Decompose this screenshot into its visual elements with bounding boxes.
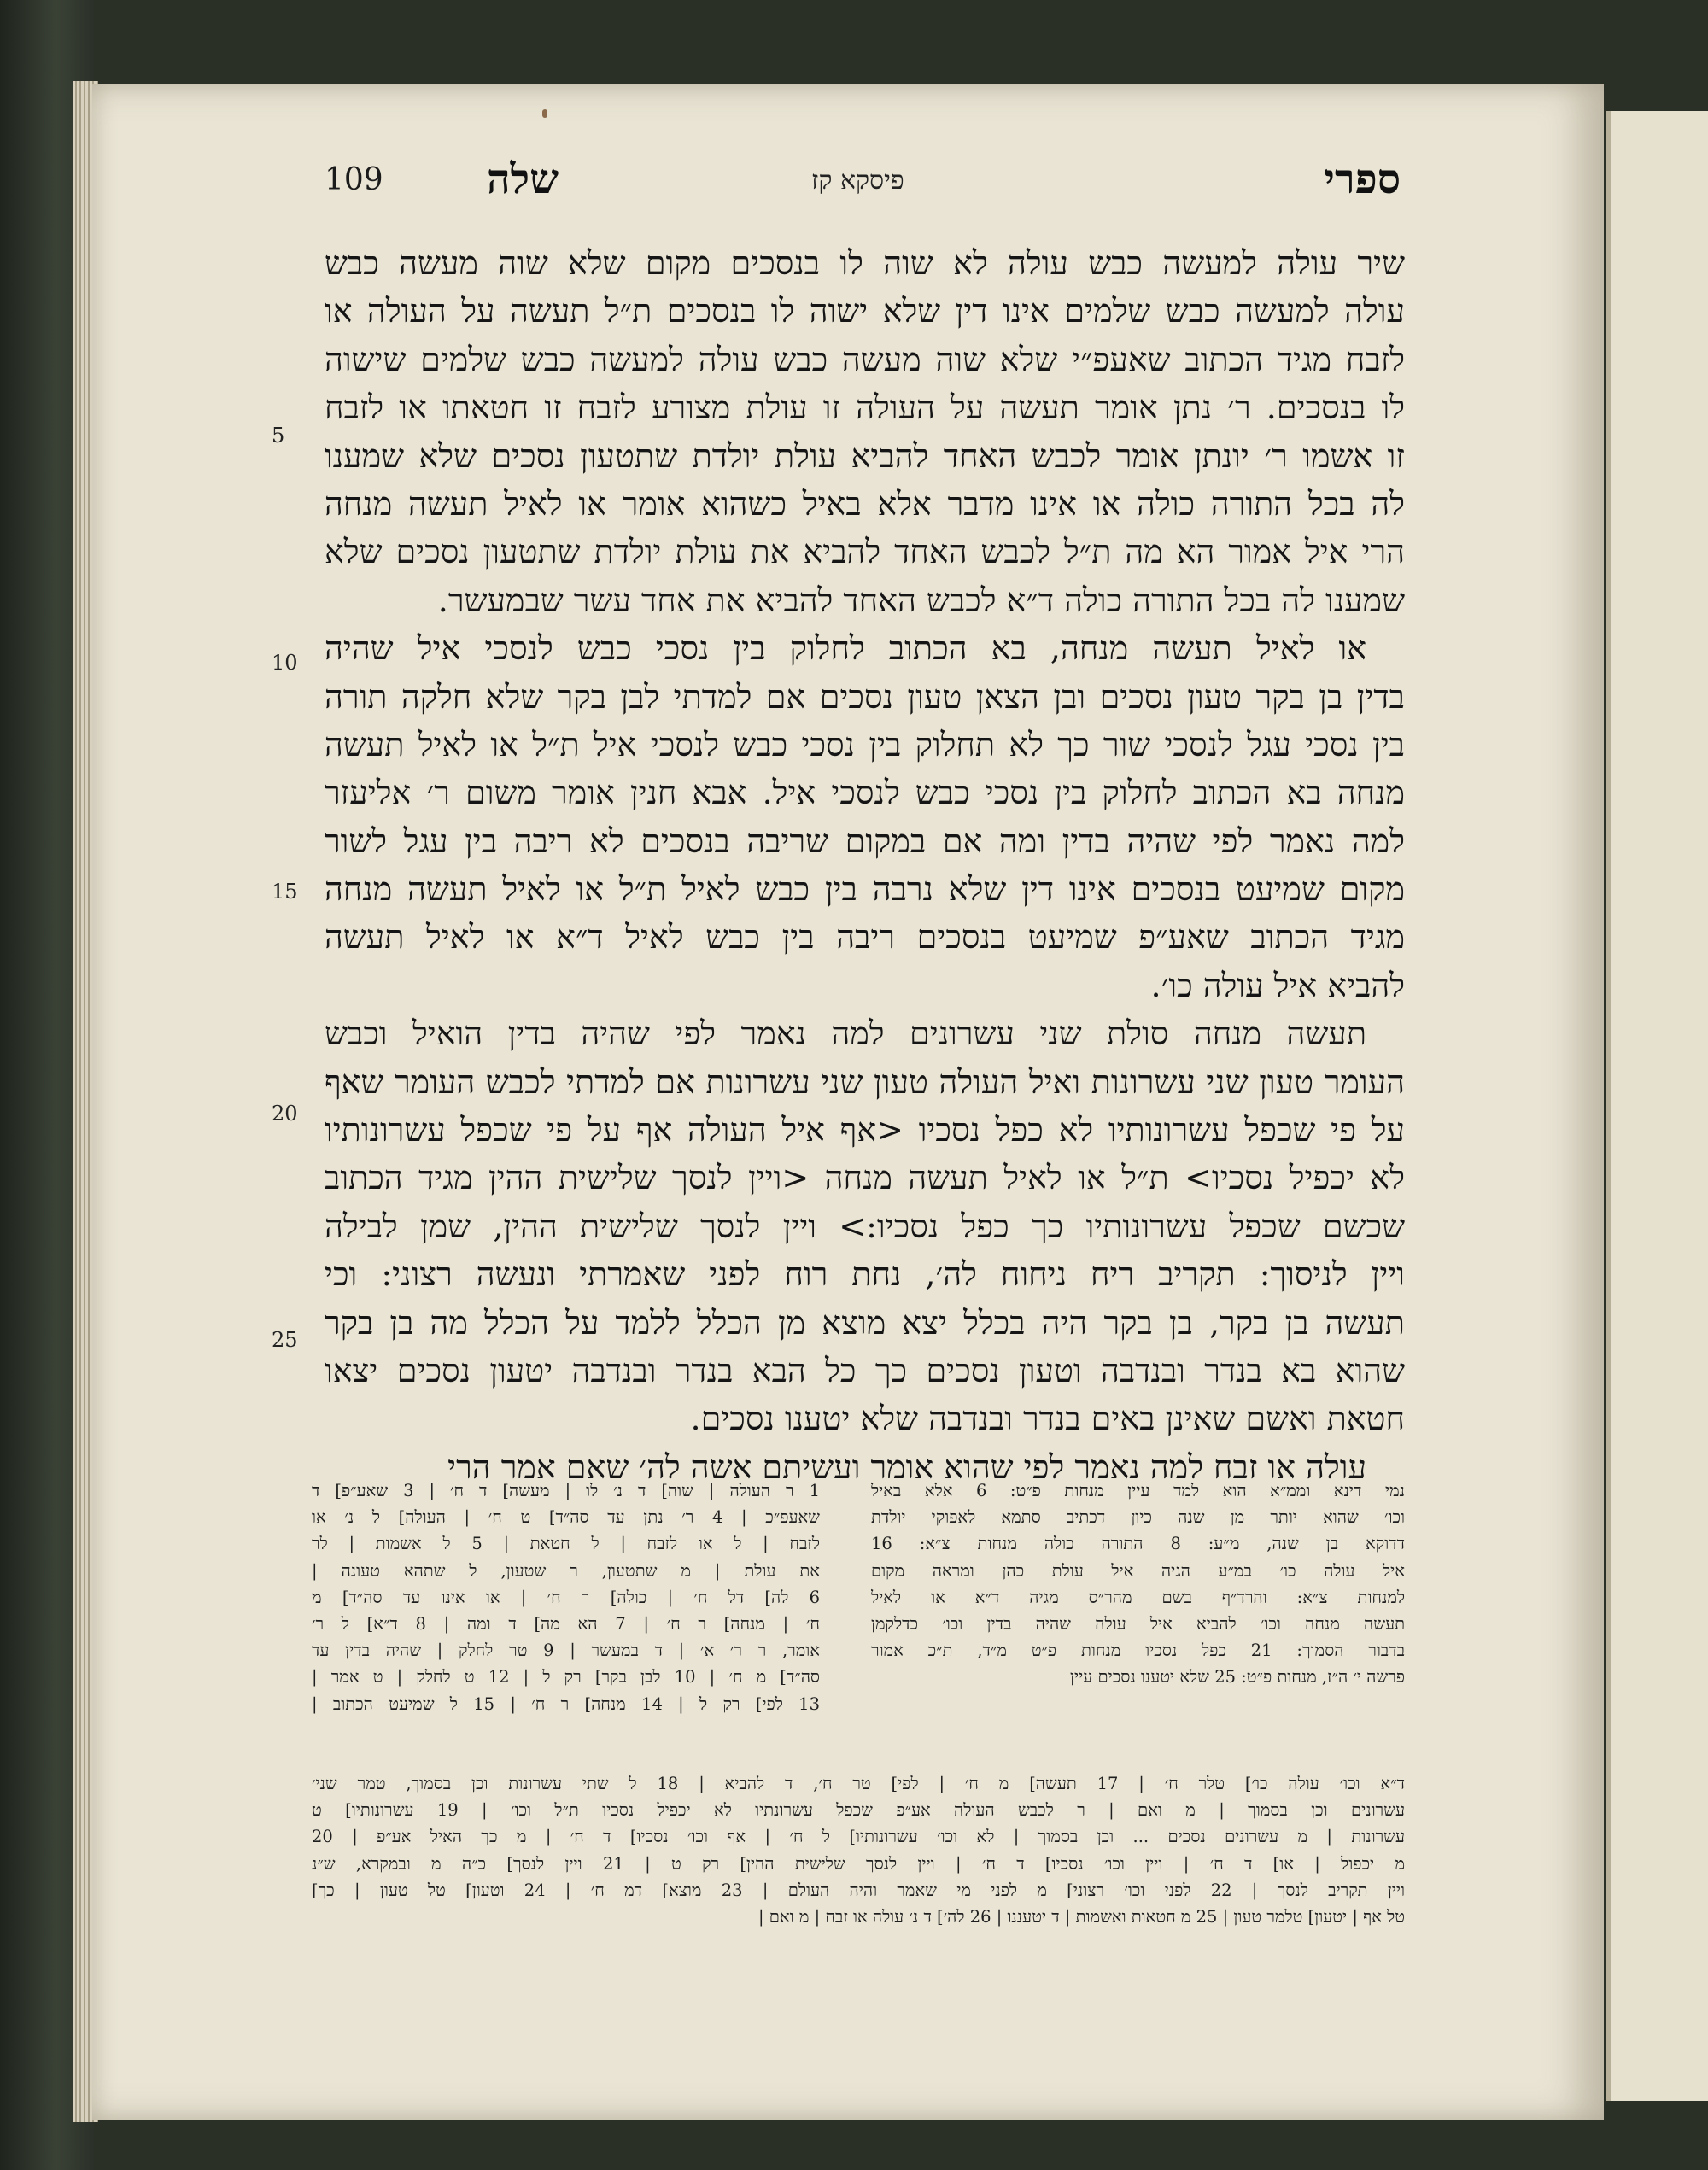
- note-line: עשרונים וכן בסמוך | מ ואם | ר לכבש העולה אע״פ שכפל עשרונתיו לא יכפיל נסכיו ת״ל וכו׳ | 19 עשרונותיו] ט: [312, 1800, 1405, 1821]
- note-line: תעשה מנחה וכו׳ להביא איל עולה שהיה בדין וכו׳ כדלקמן: [871, 1613, 1405, 1634]
- page-speck: [542, 109, 547, 118]
- text-line: להביא איל עולה כו׳.: [1150, 966, 1405, 1004]
- note-line: לזבח | ל או לזבח | ל חטאת | 5 ל אשמות | לר: [312, 1534, 820, 1554]
- note-line: טל אף | יטעון] טלמר טעון | 25 מ חטאות ואשמות | ד יטעננו | 26 לה׳] ד נ׳ עולה או זבח | מ ואם |: [758, 1906, 1405, 1927]
- text-line: בין נסכי עגל לנסכי שור כך לא תחלוק בין נסכי כבש לנסכי איל ת״ל או לאיל תעשה: [325, 725, 1405, 763]
- note-line: דדוקא בן שנה, מ״ע: 8 התורה כולה מנחות צ״א: 16: [871, 1534, 1405, 1554]
- text-line: לא יכפיל נסכיו> ת״ל או לאיל תעשה מנחה <ויין לנסך שלישית ההין מגיד הכתוב: [325, 1159, 1405, 1197]
- note-line: וכו׳ שהוא יותר מן שנה כיון דכתיב סתמא לאפוקי יולדת: [871, 1507, 1405, 1528]
- running-header: [325, 155, 1401, 213]
- text-line: שכשם שכפל עשרונותיו כך כפל נסכיו:> ויין לנסך שלישית ההין, שמן לבילה: [325, 1207, 1405, 1245]
- text-line: בדין בן בקר טעון נסכים ובן הצאן טעון נסכים אם למדתי לבן בקר שלא חלקה תורה: [325, 677, 1405, 716]
- note-line: שאעפ״כ | 4 ר׳ נתן עד סה״ד] ט ח׳ | העולה] ל נ׳ או: [312, 1507, 820, 1528]
- text-line: לה בכל התורה כולה או אינו מדבר אלא באיל כשהוא אומר או לאיל תעשה מנחה: [325, 484, 1405, 523]
- note-line: ויין תקריב לנסך | 22 לפני וכו׳ רצוני] מ לפני מי שאמר והיה העולם | 23 מוצא] דמ ח׳ | 24 וטעון] טל טעון | כך]: [312, 1880, 1405, 1900]
- text-line: הרי איל אמור הא מה ת״ל לכבש האחד להביא את עולת יולדת שתטעון נסכים שלא: [325, 533, 1405, 571]
- note-line: את עולת | מ שתטעון, ר שטעון, ל שתהא טעונה |: [312, 1560, 820, 1581]
- note-line: 1 ר העולה | שוה] ד נ׳ לו | מעשה] ד ח׳ | 3 שאע״פ] ד: [312, 1481, 820, 1500]
- text-line: זו אשמו ר׳ יונתן אומר לכבש האחד להביא עולת יולדת שתטעון נסכים שלא שמענו: [325, 436, 1405, 475]
- variant-readings-continued: [312, 1770, 1405, 1930]
- line-number-10: 10: [272, 651, 298, 675]
- text-line: תעשה מנחה סולת שני עשרונים למה נאמר לפי שהיה בדין הואיל וכבש: [325, 1015, 1366, 1053]
- text-line: ויין לניסוך: תקריב ריח ניחוח לה׳, נחת רוח לפני שאמרתי ונעשה רצוני: וכי: [325, 1255, 1405, 1294]
- text-line: למה נאמר לפי שהיה בדין ומה אם במקום שריבה בנסכים לא ריבה בין עגל לשור: [325, 822, 1405, 860]
- commentary-notes: [871, 1477, 1405, 1691]
- text-line: לו בנסכים. ר׳ נתן אומר תעשה על העולה זו עולת מצורע לזבח זו חטאתו או לזבח: [325, 389, 1405, 427]
- note-line: פרשה י׳ ה״ז, מנחות פ״ט: 25 שלא יטענו נסכים עיין: [1070, 1667, 1405, 1687]
- line-number-25: 25: [272, 1328, 298, 1352]
- note-line: בדבור הסמוך: 21 כפל נסכיו מנחות פ״ט מ״ד, ת״כ אמור: [871, 1641, 1405, 1661]
- line-number-20: 20: [272, 1102, 298, 1126]
- note-line: איל עולה כו׳ במ״ע הגיה איל עולת כהן ומראה מקום: [871, 1560, 1405, 1581]
- note-line: מ יכפול | או] ד ח׳ | ויין וכו׳ נסכיו] ד ח׳ | ויין לנסך שלישית ההין] רק ט | 21 ויין לנסך] כ״ה מ ובמקרא, ש״נ: [312, 1853, 1405, 1874]
- note-line: אומר, ר ר׳ א׳ | ד במעשר | 9 טר לחלק | שהיה בדין עד: [312, 1641, 820, 1661]
- text-line: העומר טעון שני עשרונות ואיל העולה טעון שני עשרונות אם למדתי לכבש העומר שאף: [325, 1062, 1405, 1101]
- book-title: ספרי: [1324, 155, 1401, 203]
- text-line: עולה למעשה כבש שלמים אינו דין שלא ישוה לו בנסכים ת״ל תעשה על העולה או: [325, 292, 1405, 330]
- text-line: מגיד הכתוב שאע״פ שמיעט בנסכים ריבה בין כבש לאיל ד״א או לאיל תעשה: [325, 918, 1405, 956]
- text-line: חטאת ואשם שאינן באים בנדר ובנדבה שלא יטענו נסכים.: [690, 1400, 1405, 1438]
- note-line: ח׳ | מנחה] ר ח׳ | 7 הא מה] ד ומה | 8 ד״א] ל ר׳: [312, 1613, 820, 1634]
- note-line: נמי דינא וממ״א הוא למד עיין מנחות פ״ט: 6 אלא באיל: [871, 1481, 1405, 1500]
- text-line: שמענו לה בכל התורה כולה ד״א לכבש האחד להביא את אחד עשר שבמעשר.: [437, 581, 1405, 619]
- parsha-title: שלה: [487, 155, 559, 203]
- text-line: לזבח מגיד הכתוב שאעפ״י שלא שוה מעשה כבש עולה למעשה כבש שלמים שישוה: [325, 340, 1405, 378]
- note-line: 6 לה] דל ח׳ | כולה] ר ח׳ | או אינו עד סה״ד] מ: [312, 1587, 820, 1607]
- text-line: על פי שכפל עשרונותיו לא כפל נסכיו <אף איל העולה אף על פי שכפל עשרונותיו: [325, 1111, 1405, 1149]
- note-line: עשרונות | מ עשרונים נסכים ... וכן בסמוך | לא וכו׳ עשרונותיו] ל ח׳ | אף וכו׳ נסכיו] ד ח׳ | מ כך האיל אע״פ | 20: [312, 1827, 1405, 1847]
- note-line: למנחות צ״א: והרד״ף בשם מהר״ס מגיה ד״א או לאיל: [871, 1587, 1405, 1607]
- text-line: או לאיל תעשה מנחה, בא הכתוב לחלוק בין נסכי כבש לנסכי איל שהיה: [325, 629, 1366, 668]
- text-line: מנחה בא הכתוב לחלוק בין נסכי כבש לנסכי איל. אבא חנין אומר משום ר׳ אליעזר: [325, 774, 1405, 812]
- text-line: עולה או זבח למה נאמר לפי שהוא אומר ועשיתם אשה לה׳ שאם אמר הרי: [447, 1448, 1366, 1486]
- line-number-15: 15: [272, 880, 298, 904]
- variant-readings-notes: [312, 1477, 820, 1717]
- text-line: תעשה בן בקר, בן בקר היה בכלל יצא מוצא מן הכלל ללמד על הכלל מה בן בקר: [325, 1303, 1405, 1342]
- facing-page-edge: [1606, 111, 1708, 2101]
- line-number-5: 5: [272, 424, 285, 447]
- note-line: 13 לפי] רק ל | 14 מנחה] ר ח׳ | 15 ל שמיעט הכתוב |: [312, 1693, 820, 1714]
- note-line: ד״א וכו׳ עולה כו׳] טלר ח׳ | 17 תעשה] מ ח׳ | לפי] טר ח׳, ד להביא | 18 ל שתי עשרונות וכן בסמוך, טמר שני׳: [312, 1774, 1405, 1793]
- page-number: 109: [325, 162, 383, 197]
- note-line: סה״ד] מ ח׳ | 10 לבן בקר] רק ל | 12 ט לחלק | ט אמר |: [312, 1667, 820, 1687]
- text-line: מקום שמיעט בנסכים אינו דין שלא נרבה בין כבש לאיל ת״ל או לאיל תעשה מנחה: [325, 870, 1405, 909]
- text-line: שיר עולה למעשה כבש עולה לא שוה לו בנסכים מקום שלא שוה מעשה כבש: [325, 244, 1405, 282]
- main-text: [325, 239, 1405, 1491]
- piska-label: פיסקא קז: [811, 166, 904, 196]
- text-line: שהוא בא בנדר ובנדבה וטעון נסכים כך כל הבא בנדר ובנדבה יטעון נסכים יצאו: [325, 1351, 1405, 1389]
